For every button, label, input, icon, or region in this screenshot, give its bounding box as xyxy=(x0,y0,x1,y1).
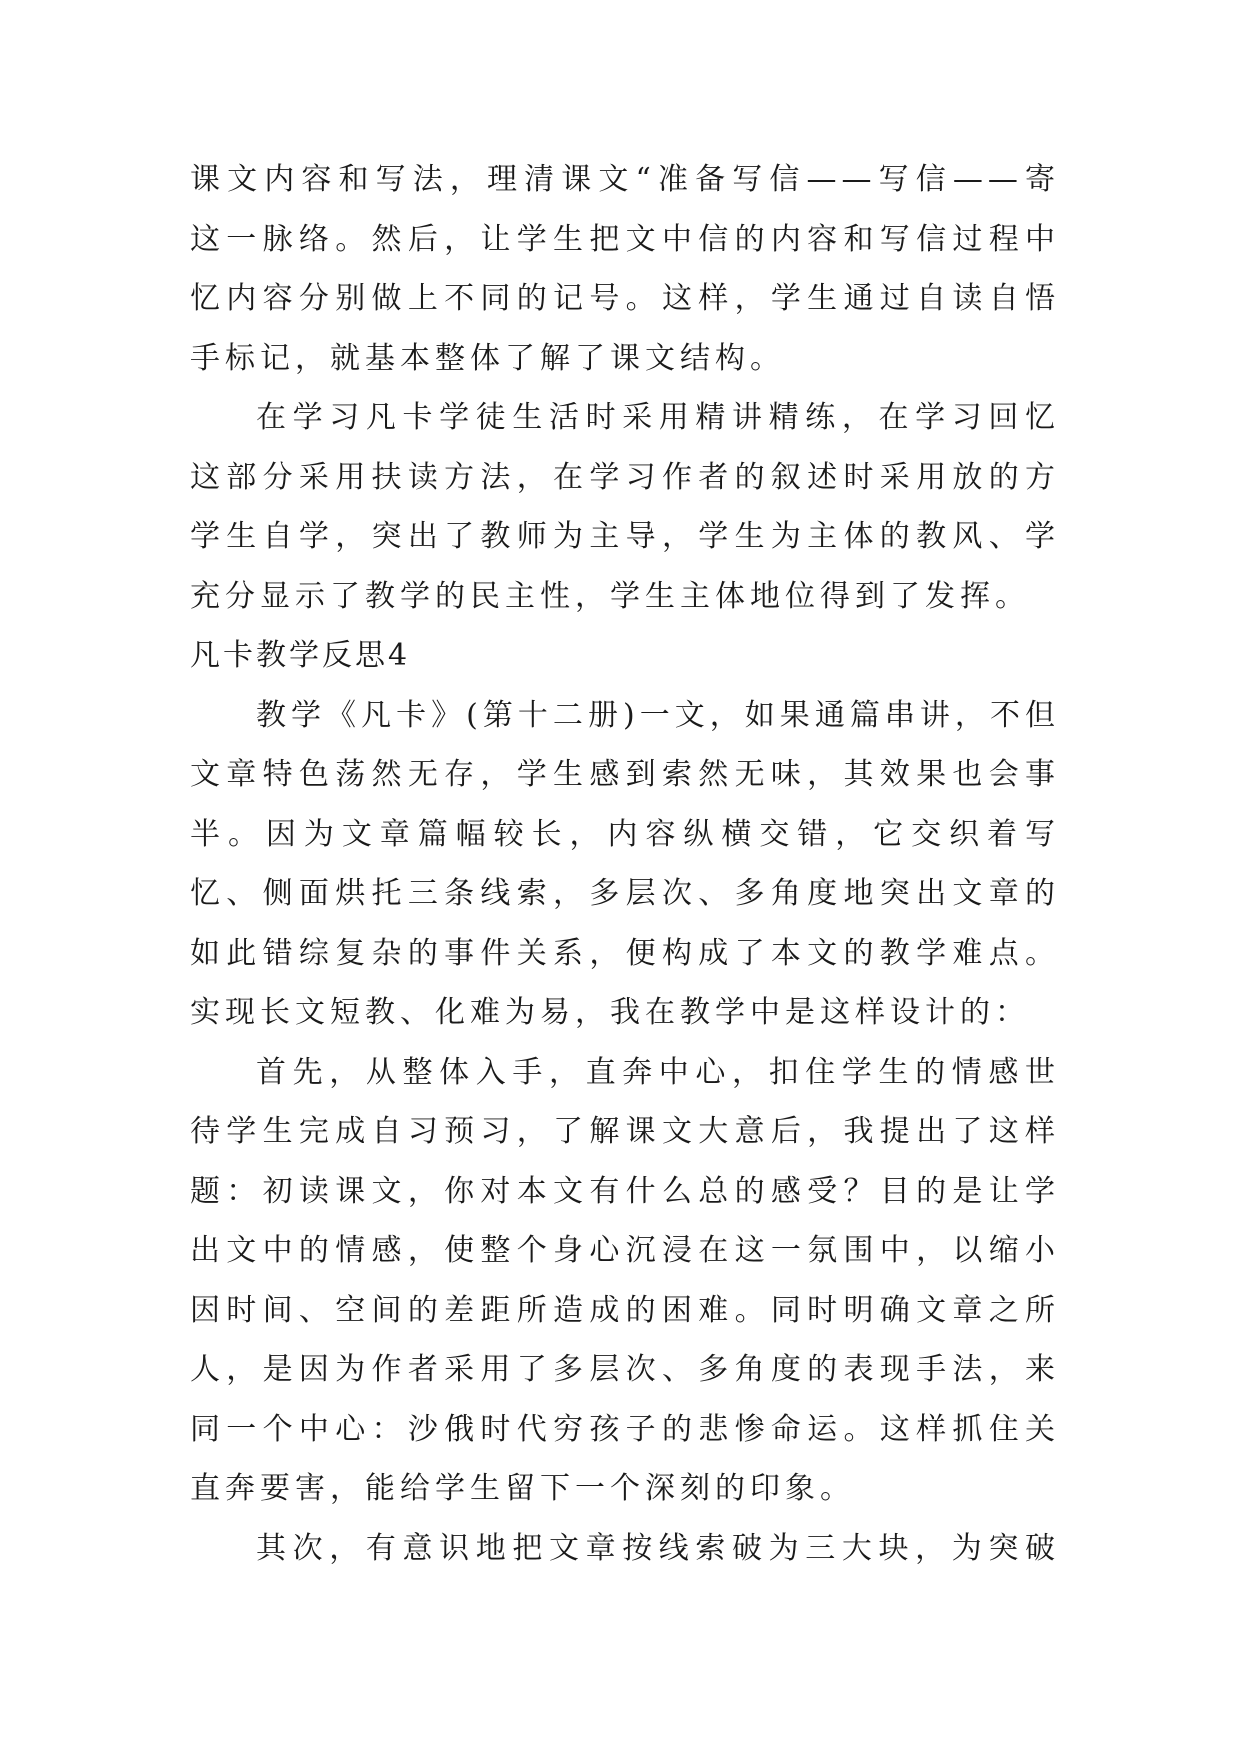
text-line: 文章特色荡然无存，学生感到索然无味，其效果也会事 xyxy=(190,757,1060,792)
text-line: 因时间、空间的差距所造成的困难。同时明确文章之所 xyxy=(190,1292,1060,1328)
text-line: 如此错综复杂的事件关系，便构成了本文的教学难点。 xyxy=(190,935,1060,971)
text-line: 实现长文短教、化难为易，我在教学中是这样设计的： xyxy=(190,995,1030,1030)
text-line: 忆内容分别做上不同的记号。这样，学生通过自读自悟 xyxy=(190,281,1060,316)
text-line: 学生自学，突出了教师为主导，学生为主体的教风、学 xyxy=(190,519,1060,554)
text-line: 手标记，就基本整体了解了课文结构。 xyxy=(190,340,785,376)
text-line: 充分显示了教学的民主性，学生主体地位得到了发挥。 xyxy=(190,578,1030,614)
text-line: 这一脉络。然后，让学生把文中信的内容和写信过程中 xyxy=(190,221,1060,257)
text-line: 出文中的情感，使整个身心沉浸在这一氛围中，以缩小 xyxy=(190,1233,1060,1268)
text-line: 半。因为文章篇幅较长，内容纵横交错，它交织着写 xyxy=(190,816,1060,852)
text-line: 课文内容和写法，理清课文“准备写信——写信——寄 xyxy=(190,162,1060,197)
section-heading: 凡卡教学反思4 xyxy=(190,638,411,673)
paragraph-first-line: 首先，从整体入手，直奔中心，扣住学生的情感世 xyxy=(256,1054,1060,1090)
text-line: 直奔要害，能给学生留下一个深刻的印象。 xyxy=(190,1471,855,1506)
document-page xyxy=(190,150,1060,1578)
text-line: 忆、侧面烘托三条线索，多层次、多角度地突出文章的 xyxy=(190,876,1060,911)
paragraph-first-line: 在学习凡卡学徒生活时采用精讲精练，在学习回忆 xyxy=(256,400,1060,435)
paragraph-first-line: 其次，有意识地把文章按线索破为三大块，为突破 xyxy=(256,1530,1060,1566)
text-line: 这部分采用扶读方法，在学习作者的叙述时采用放的方 xyxy=(190,459,1060,495)
text-line: 人，是因为作者采用了多层次、多角度的表现手法，来 xyxy=(190,1352,1060,1387)
paragraph-first-line: 教学《凡卡》(第十二册)一文，如果通篇串讲，不但 xyxy=(256,697,1060,733)
text-line: 题：初读课文，你对本文有什么总的感受？目的是让学 xyxy=(190,1173,1060,1209)
text-line: 同一个中心：沙俄时代穷孩子的悲惨命运。这样抓住关 xyxy=(190,1411,1060,1447)
text-line: 待学生完成自习预习，了解课文大意后，我提出了这样 xyxy=(190,1114,1060,1149)
